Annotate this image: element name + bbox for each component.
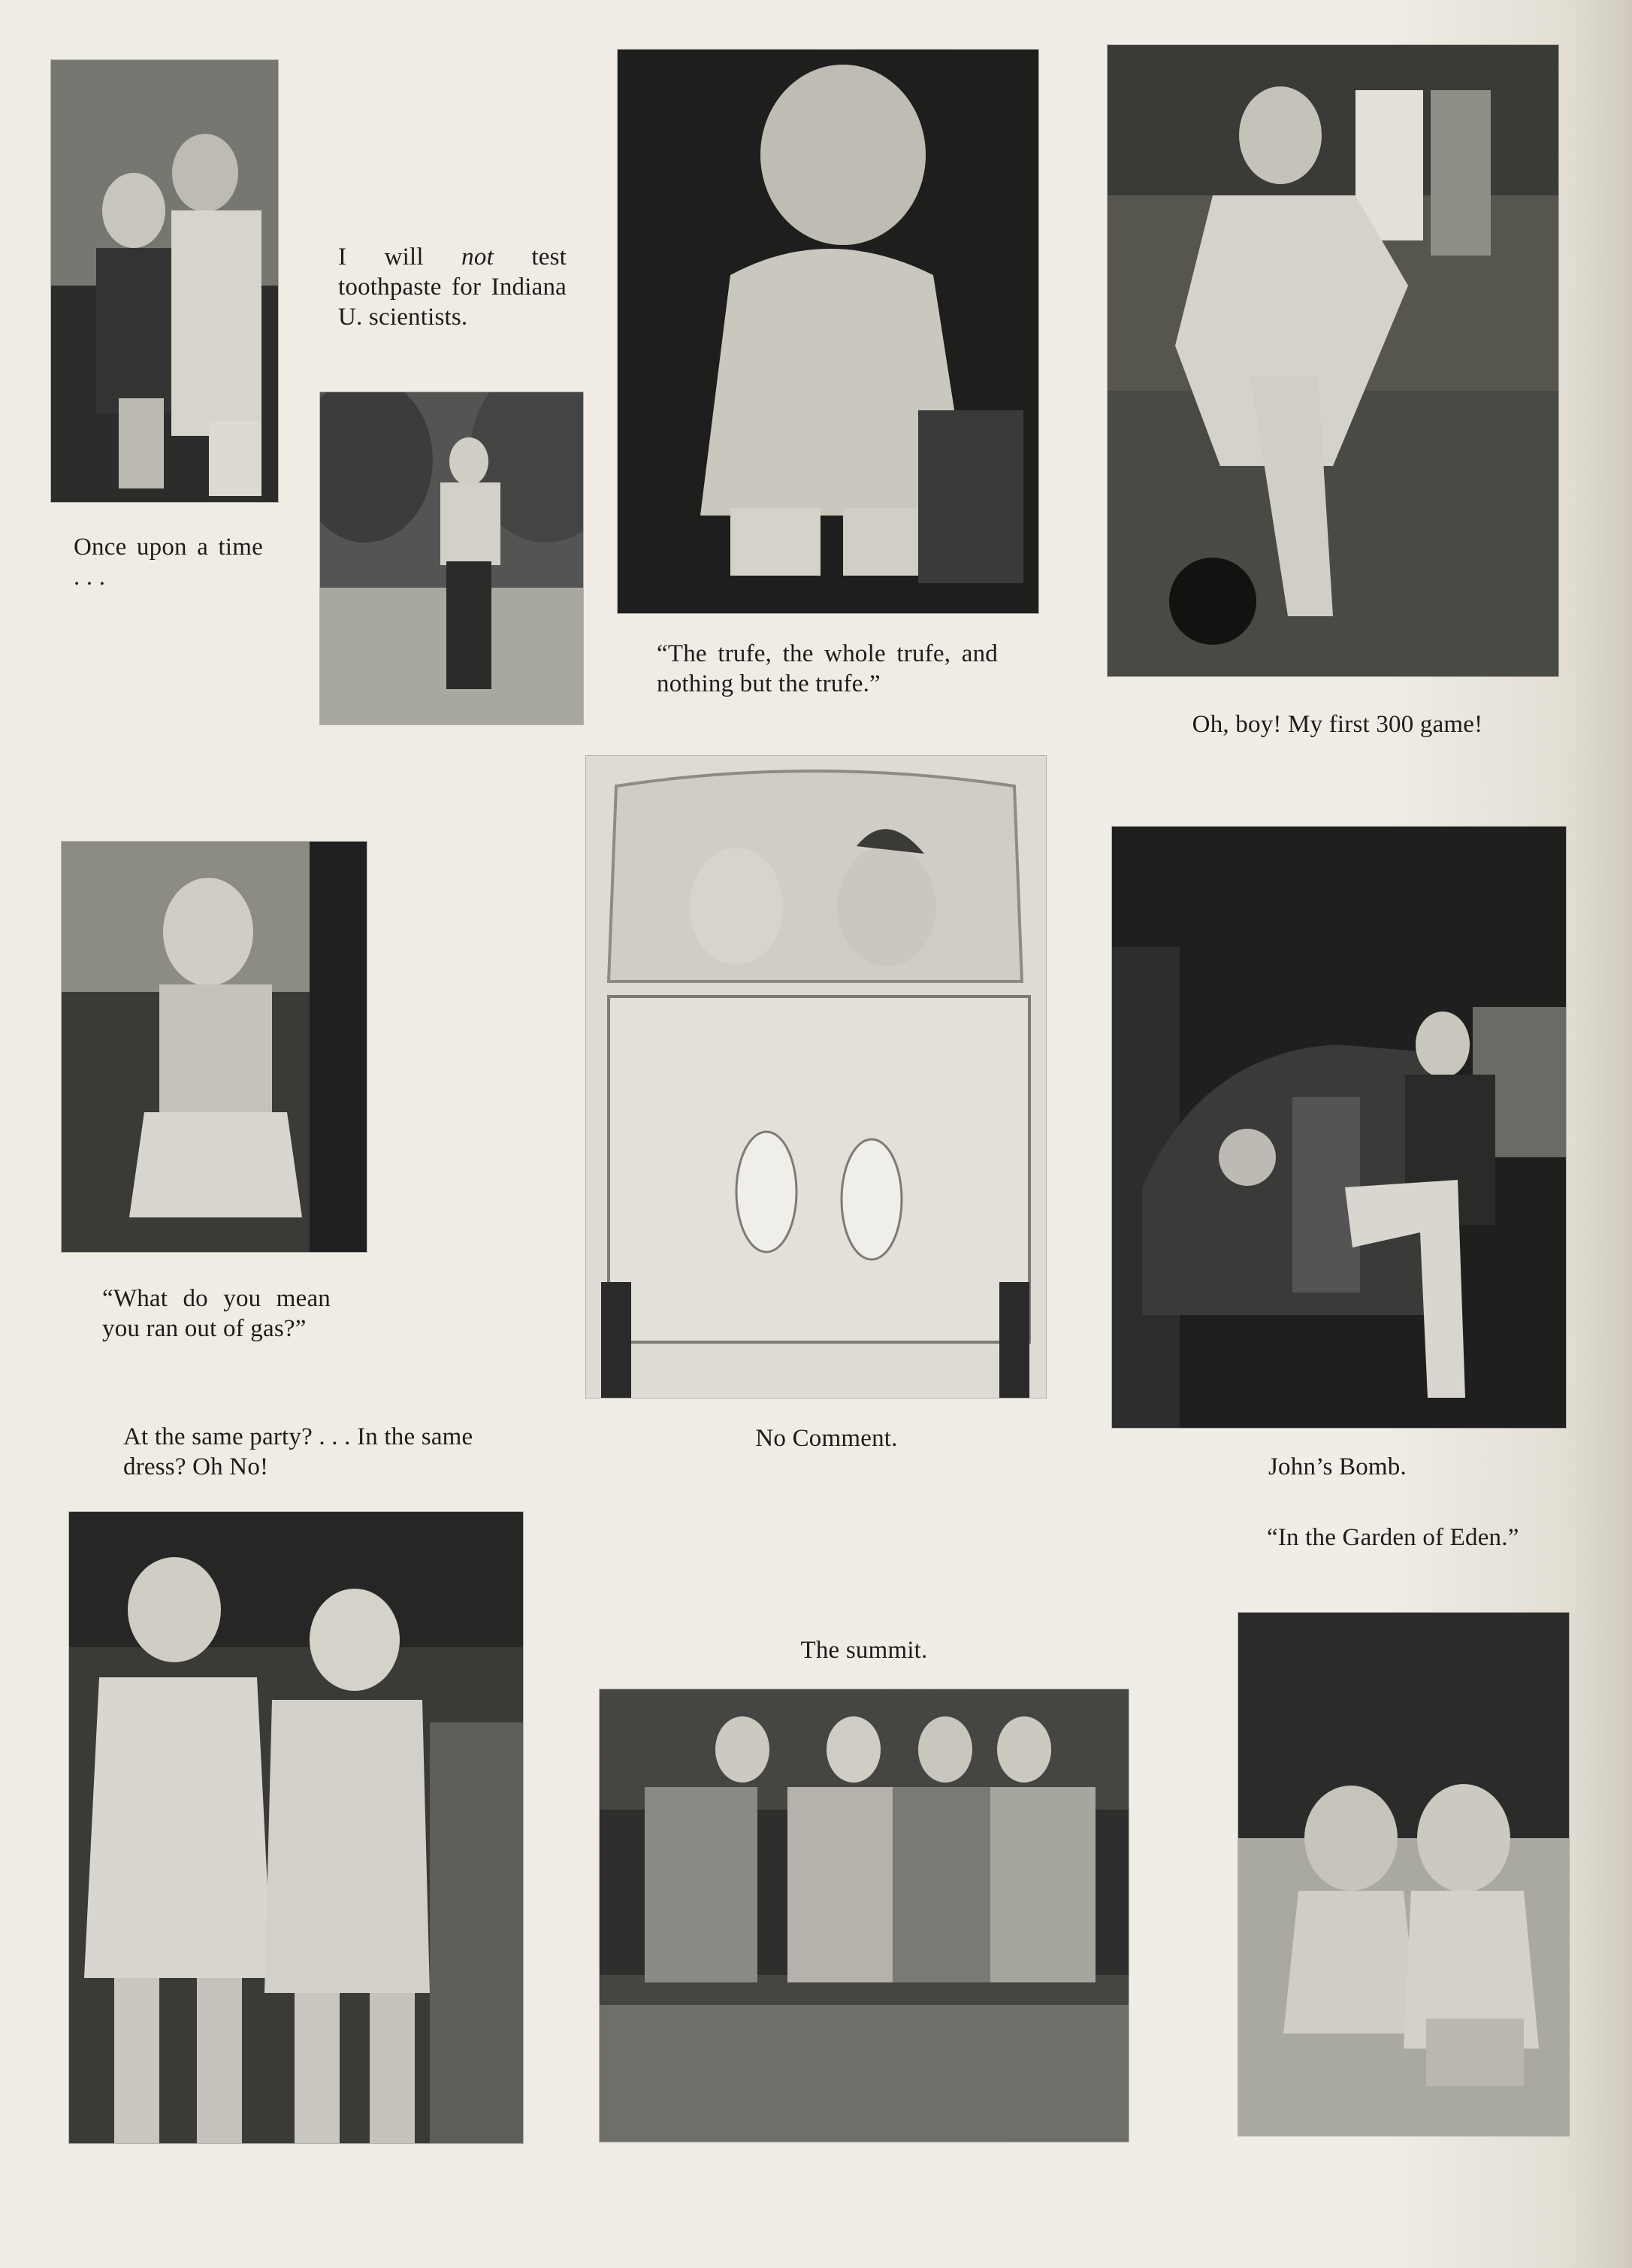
caption-garden: “In the Garden of Eden.” <box>1267 1524 1519 1551</box>
caption-trufe: “The trufe, the whole trufe, and nothing but the trufe.” <box>657 640 998 697</box>
caption-once-upon: Once upon a time . . . <box>74 534 263 591</box>
caption-gas: “What do you mean you ran out of gas?” <box>102 1285 331 1342</box>
caption-toothpaste <box>338 242 567 332</box>
caption-johns-bomb: John’s Bomb. <box>1268 1453 1407 1480</box>
photo-two-children <box>1238 1613 1569 2136</box>
caption-bowling: Oh, boy! My first 300 game! <box>1192 711 1483 738</box>
photo-bed-cutout <box>586 756 1046 1398</box>
caption-toothpaste-pre: I will <box>338 243 462 271</box>
photo-baby <box>618 50 1038 613</box>
photo-two-boys <box>51 60 278 502</box>
photo-girl-in-car <box>62 842 367 1252</box>
caption-summit: The summit. <box>800 1637 928 1664</box>
photo-two-girls <box>69 1512 523 2143</box>
caption-toothpaste-emphasis: not <box>461 243 494 271</box>
caption-toothpaste-post: test toothpaste for Indiana U. scientists. <box>338 243 567 331</box>
caption-same-party: At the same party? . . . In the same dress? Oh No! <box>123 1423 473 1480</box>
photo-four-boys <box>600 1689 1129 2142</box>
photo-boy-with-car <box>1112 827 1566 1428</box>
photo-boy-in-yard <box>320 392 583 724</box>
caption-no-comment: No Comment. <box>755 1425 898 1452</box>
photo-bowling <box>1108 45 1558 676</box>
